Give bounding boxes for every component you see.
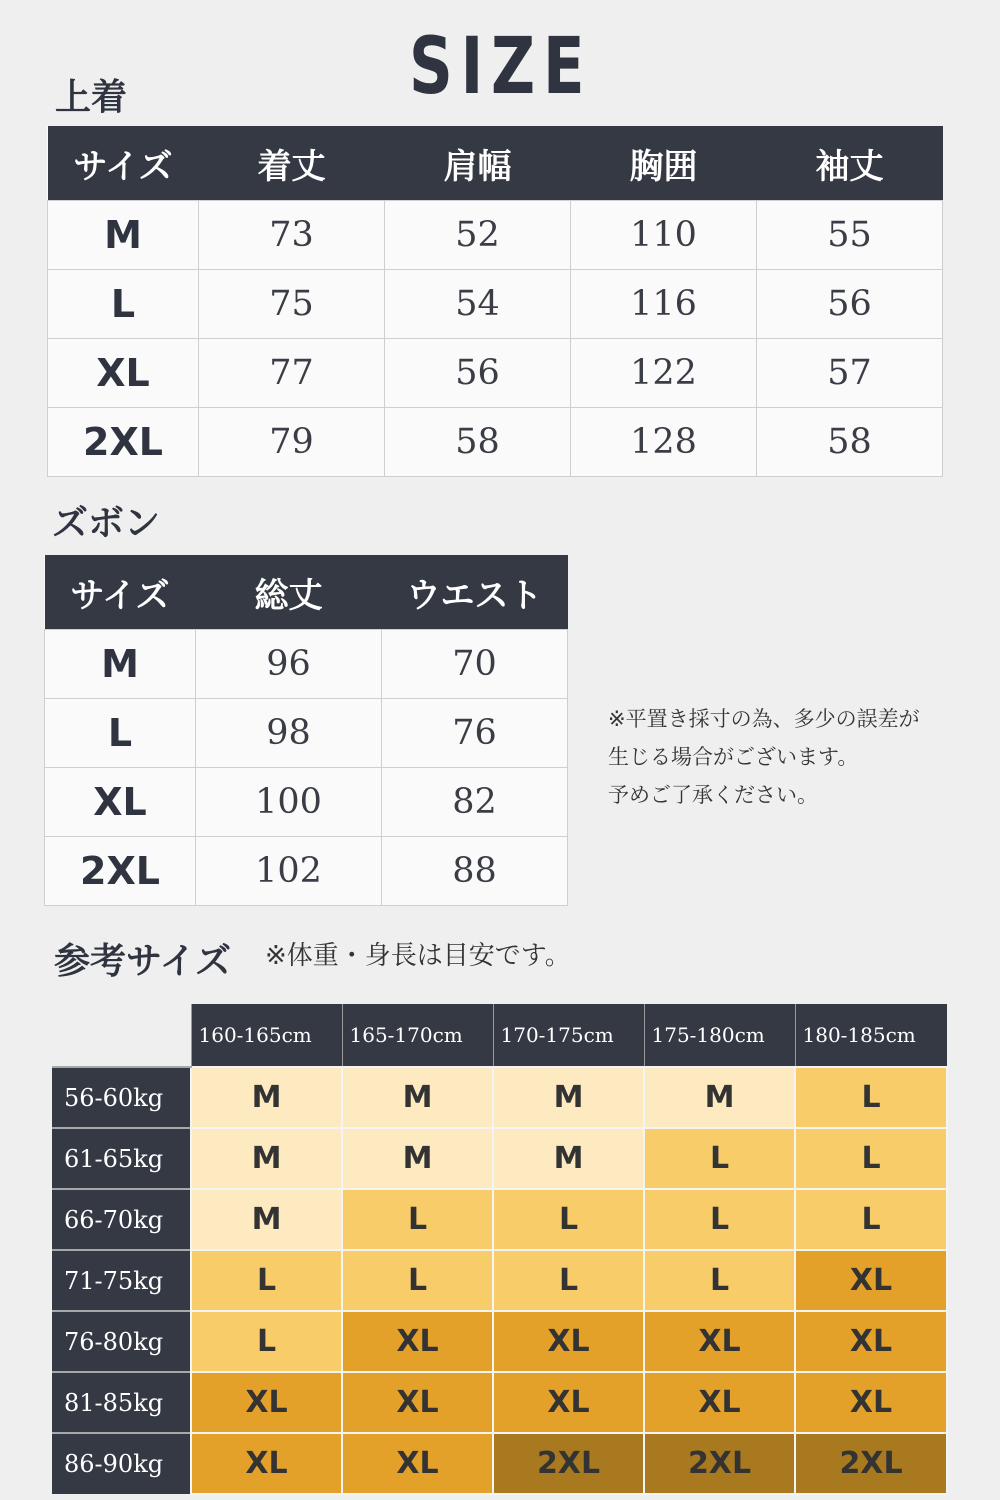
- size-cell: XL: [795, 1250, 947, 1311]
- size-cell: M: [342, 1128, 493, 1189]
- size-cell: L: [644, 1189, 795, 1250]
- table-cell: 58: [385, 408, 571, 477]
- size-cell: L: [342, 1250, 493, 1311]
- size-cell: 2XL: [795, 1433, 947, 1494]
- size-cell: L: [795, 1189, 947, 1250]
- size-cell: XL: [342, 1311, 493, 1372]
- page-title: SIZE: [408, 22, 593, 112]
- note-line: 予めご了承ください。: [608, 783, 818, 807]
- size-cell: XL: [342, 1433, 493, 1494]
- table-row: [52, 1128, 947, 1189]
- table-row: [48, 408, 943, 477]
- column-header: 肩幅: [385, 126, 571, 201]
- table-row: [48, 339, 943, 408]
- table-row: [52, 1250, 947, 1311]
- size-cell: L: [644, 1250, 795, 1311]
- column-header: 着丈: [199, 126, 385, 201]
- height-header: 165-170cm: [342, 1004, 493, 1067]
- size-cell: XL: [493, 1372, 644, 1433]
- column-header: 袖丈: [757, 126, 943, 201]
- size-cell: M: [644, 1067, 795, 1128]
- size-cell: L: [644, 1128, 795, 1189]
- weight-label: 61-65kg: [52, 1128, 191, 1189]
- size-cell: L: [191, 1311, 342, 1372]
- note-line: 生じる場合がございます。: [608, 745, 859, 769]
- table-cell: 98: [196, 699, 382, 768]
- column-header: サイズ: [48, 126, 199, 201]
- table-row: [52, 1067, 947, 1128]
- size-cell: M: [191, 1067, 342, 1128]
- size-cell: M: [342, 1067, 493, 1128]
- weight-label: 66-70kg: [52, 1189, 191, 1250]
- column-header: ウエスト: [382, 555, 568, 630]
- table-cell: 122: [571, 339, 757, 408]
- size-label: L: [48, 270, 199, 339]
- size-label: 2XL: [45, 837, 196, 906]
- column-header: 胸囲: [571, 126, 757, 201]
- size-label: M: [48, 201, 199, 270]
- size-cell: M: [191, 1128, 342, 1189]
- reference-heading: 参考サイズ: [54, 941, 232, 982]
- table-cell: 58: [757, 408, 943, 477]
- table-cell: 88: [382, 837, 568, 906]
- table-row: [45, 630, 568, 699]
- table-row: [45, 768, 568, 837]
- table-cell: 54: [385, 270, 571, 339]
- pants-header-row: [45, 555, 568, 630]
- height-header: 160-165cm: [191, 1004, 342, 1067]
- height-header: 175-180cm: [644, 1004, 795, 1067]
- size-label: 2XL: [48, 408, 199, 477]
- size-cell: L: [795, 1067, 947, 1128]
- size-label: XL: [48, 339, 199, 408]
- column-header: サイズ: [45, 555, 196, 630]
- size-cell: L: [342, 1189, 493, 1250]
- table-row: [45, 837, 568, 906]
- table-cell: 73: [199, 201, 385, 270]
- table-cell: 102: [196, 837, 382, 906]
- grid-corner: [52, 1004, 191, 1067]
- table-row: [48, 270, 943, 339]
- size-cell: XL: [342, 1372, 493, 1433]
- reference-subnote: ※体重・身長は目安です。: [265, 941, 571, 971]
- table-cell: 128: [571, 408, 757, 477]
- weight-label: 76-80kg: [52, 1311, 191, 1372]
- table-cell: 100: [196, 768, 382, 837]
- table-cell: 79: [199, 408, 385, 477]
- size-cell: XL: [644, 1372, 795, 1433]
- size-cell: XL: [795, 1372, 947, 1433]
- table-row: [52, 1433, 947, 1494]
- size-cell: 2XL: [493, 1433, 644, 1494]
- size-label: M: [45, 630, 196, 699]
- table-row: [52, 1372, 947, 1433]
- table-row: [52, 1189, 947, 1250]
- table-cell: 76: [382, 699, 568, 768]
- height-header: 180-185cm: [795, 1004, 947, 1067]
- size-cell: M: [493, 1067, 644, 1128]
- size-cell: XL: [191, 1372, 342, 1433]
- column-header: 総丈: [196, 555, 382, 630]
- table-cell: 57: [757, 339, 943, 408]
- table-row: [45, 699, 568, 768]
- size-cell: L: [191, 1250, 342, 1311]
- size-cell: M: [493, 1128, 644, 1189]
- table-cell: 96: [196, 630, 382, 699]
- table-cell: 116: [571, 270, 757, 339]
- weight-label: 81-85kg: [52, 1372, 191, 1433]
- measurement-note: [608, 700, 988, 814]
- pants-heading: ズボン: [52, 503, 161, 544]
- note-line: ※平置き採寸の為、多少の誤差が: [608, 707, 920, 731]
- weight-label: 56-60kg: [52, 1067, 191, 1128]
- height-header-row: [52, 1004, 947, 1067]
- table-cell: 82: [382, 768, 568, 837]
- size-cell: L: [493, 1250, 644, 1311]
- table-cell: 55: [757, 201, 943, 270]
- size-label: XL: [45, 768, 196, 837]
- size-cell: XL: [191, 1433, 342, 1494]
- table-cell: 110: [571, 201, 757, 270]
- size-cell: XL: [493, 1311, 644, 1372]
- height-header: 170-175cm: [493, 1004, 644, 1067]
- size-cell: XL: [644, 1311, 795, 1372]
- size-cell: M: [191, 1189, 342, 1250]
- tops-header-row: [48, 126, 943, 201]
- table-row: [48, 201, 943, 270]
- table-cell: 56: [757, 270, 943, 339]
- table-cell: 75: [199, 270, 385, 339]
- table-cell: 77: [199, 339, 385, 408]
- size-label: L: [45, 699, 196, 768]
- table-cell: 56: [385, 339, 571, 408]
- table-cell: 52: [385, 201, 571, 270]
- reference-size-grid: [52, 1004, 948, 1495]
- size-cell: L: [795, 1128, 947, 1189]
- pants-size-table: [44, 555, 568, 906]
- size-cell: L: [493, 1189, 644, 1250]
- table-cell: 70: [382, 630, 568, 699]
- tops-heading: 上着: [55, 77, 128, 118]
- size-cell: XL: [795, 1311, 947, 1372]
- size-cell: 2XL: [644, 1433, 795, 1494]
- weight-label: 71-75kg: [52, 1250, 191, 1311]
- tops-size-table: [47, 126, 943, 477]
- weight-label: 86-90kg: [52, 1433, 191, 1494]
- table-row: [52, 1311, 947, 1372]
